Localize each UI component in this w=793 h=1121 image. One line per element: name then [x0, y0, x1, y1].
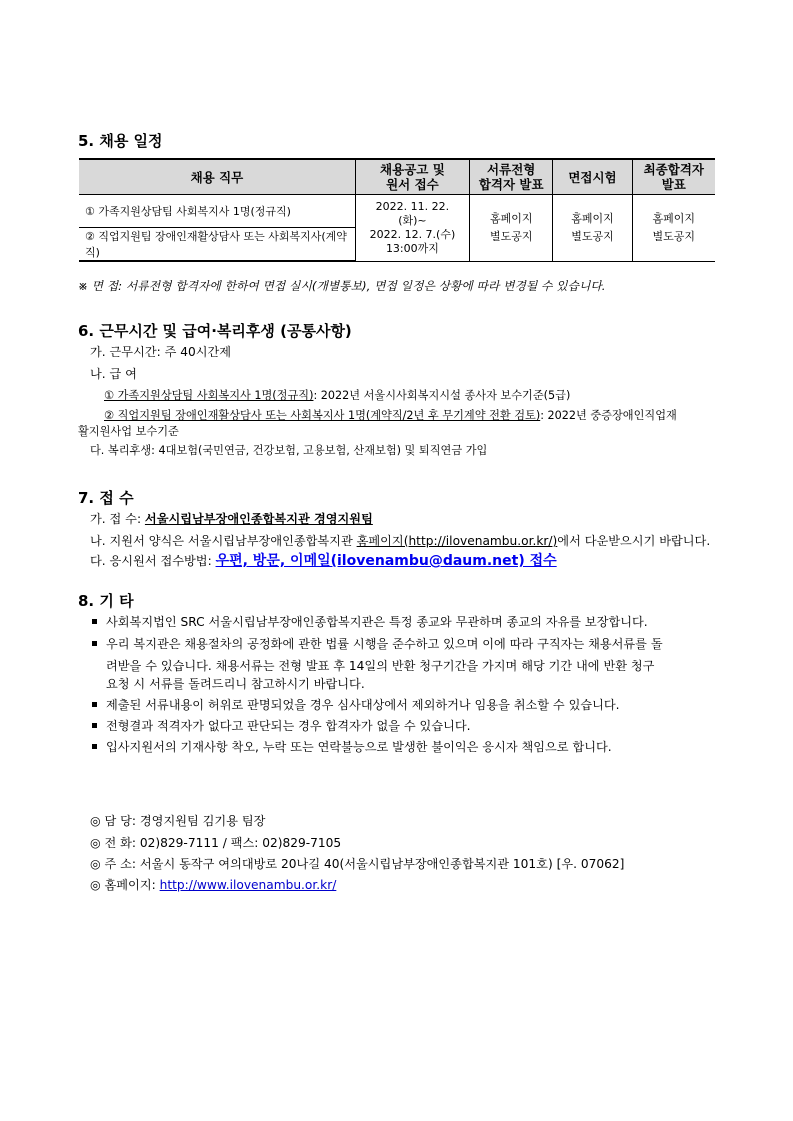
pay-item-2-job: ② 직업지원팀 장애인재활상담사 또는 사회복지사 1명(계약직/2년 후 무기계약 전환 검토) — [104, 409, 541, 422]
homepage-link[interactable]: 홈페이지(http://ilovenambu.or.kr/) — [356, 534, 558, 548]
bullet-icon — [92, 723, 97, 728]
schedule-table — [79, 158, 715, 262]
interview-note: ※ 면 접: 서류전형 합격자에 한하여 면접 실시(개별통보), 면접 일정은 상황에 따라 변경될 수 있습니다. — [78, 279, 606, 293]
pay-label: 나. 급 여 — [90, 367, 137, 381]
method-value[interactable]: 우편, 방문, 이메일(ilovenambu@daum.net) 접수 — [215, 553, 557, 569]
notice-item-2 — [92, 636, 663, 652]
form-text-a: 나. 지원서 양식은 서울시립남부장애인종합복지관 — [90, 534, 357, 548]
pay-item-2-standard: : 2022년 중증장애인직업재 — [540, 409, 677, 422]
job-1: ① 가족지원상담팀 사회복지사 1명(정규직) — [79, 195, 355, 228]
form-text-b: 에서 다운받으시기 바랍니다. — [557, 534, 711, 548]
header-application: 채용공고 및 원서 접수 — [355, 159, 469, 195]
contact-address: ◎ 주 소: 서울시 동작구 여의대방로 20나길 40(서울시립남부장애인종합복지관 101호) [우. 07062] — [90, 857, 625, 871]
notice-item-1-text: 사회복지법인 SRC 서울시립남부장애인종합복지관은 특정 종교와 무관하며 종교의 자유를 보장합니다. — [106, 615, 648, 629]
homepage-url-link[interactable]: http://www.ilovenambu.or.kr/ — [159, 878, 337, 892]
application-place-value: 서울시립남부장애인종합복지관 경영지원팀 — [144, 512, 373, 526]
notice-item-4-text: 전형결과 적격자가 없다고 판단되는 경우 합격자가 없을 수 있습니다. — [106, 719, 471, 733]
work-hours: 가. 근무시간: 주 40시간제 — [90, 345, 232, 359]
period-start: 2022. 11. 22.(화)~ — [375, 199, 450, 227]
contact-manager: ◎ 담 당: 경영지원팀 김기용 팀장 — [90, 814, 266, 828]
section-5-heading: 5. 채용 일정 — [78, 132, 163, 150]
job-2: ② 직업지원팀 장애인재활상담사 또는 사회복지사(계약직) — [79, 228, 355, 262]
bullet-icon — [92, 702, 97, 707]
notice-item-4 — [92, 718, 471, 734]
notice-item-5 — [92, 739, 612, 755]
period-time: 13:00까지 — [385, 241, 439, 255]
contact-phone: ◎ 전 화: 02)829-7111 / 팩스: 02)829-7105 — [90, 836, 342, 850]
application-place — [90, 511, 373, 527]
notice-item-2-text: 우리 복지관은 채용절차의 공정화에 관한 법률 시행을 준수하고 있으며 이에 따라 구직자는 채용서류를 돌 — [106, 637, 663, 651]
pay-item-1-standard: : 2022년 서울시사회복지시설 종사자 보수기준(5급) — [313, 389, 571, 402]
method-label: 다. 응시원서 접수방법: — [90, 554, 216, 568]
header-doc-result: 서류전형 합격자 발표 — [470, 159, 553, 195]
pay-item-1-job: ① 가족지원상담팀 사회복지사 1명(정규직) — [104, 389, 314, 402]
doc-result-line-1: 홈페이지 — [489, 211, 533, 225]
final-line-1: 홈페이지 — [652, 211, 696, 225]
final-line-2: 별도공지 — [652, 229, 696, 243]
period-end: 2022. 12. 7.(수) — [369, 227, 456, 241]
header-job: 채용 직무 — [79, 159, 355, 195]
notice-item-2-cont2: 요청 시 서류를 돌려드리니 참고하시기 바랍니다. — [106, 677, 365, 691]
notice-item-3-text: 제출된 서류내용이 허위로 판명되었을 경우 심사대상에서 제외하거나 임용을 취소할 수 있습니다. — [106, 698, 620, 712]
contact-homepage — [90, 877, 336, 893]
pay-item-1 — [104, 388, 570, 404]
application-form — [90, 533, 710, 549]
welfare: 다. 복리후생: 4대보험(국민연금, 건강보험, 고용보험, 산재보험) 및 퇴직연금 가입 — [90, 444, 488, 457]
application-place-label: 가. 접 수: — [90, 512, 145, 526]
final-cell — [632, 195, 715, 262]
notice-item-5-text: 입사지원서의 기재사항 착오, 누락 또는 연락불능으로 발생한 불이익은 응시자 책임으로 합니다. — [106, 740, 612, 754]
notice-item-3 — [92, 697, 620, 713]
doc-result-line-2: 별도공지 — [489, 229, 533, 243]
notice-item-2-cont: 려받을 수 있습니다. 채용서류는 전형 발표 후 14일의 반환 청구기간을 가지며 해당 기간 내에 반환 청구 — [106, 659, 655, 673]
notice-item-1 — [92, 614, 648, 630]
pay-item-2-cont: 활지원사업 보수기준 — [78, 425, 179, 438]
period-cell — [355, 195, 469, 262]
bullet-icon — [92, 744, 97, 749]
application-method — [90, 553, 557, 569]
section-6-heading: 6. 근무시간 및 급여·복리후생 (공통사항) — [78, 322, 352, 340]
homepage-label: ◎ 홈페이지: — [90, 878, 160, 892]
interview-line-1: 홈페이지 — [571, 211, 614, 225]
bullet-icon — [92, 619, 97, 624]
interview-line-2: 별도공지 — [571, 229, 614, 243]
header-final: 최종합격자 발표 — [632, 159, 715, 195]
header-interview: 면접시험 — [553, 159, 632, 195]
pay-item-2 — [104, 408, 677, 424]
bullet-icon — [92, 641, 97, 646]
section-8-heading: 8. 기 타 — [78, 592, 134, 610]
section-7-heading: 7. 접 수 — [78, 489, 134, 507]
doc-result-cell — [470, 195, 553, 262]
interview-cell — [553, 195, 632, 262]
